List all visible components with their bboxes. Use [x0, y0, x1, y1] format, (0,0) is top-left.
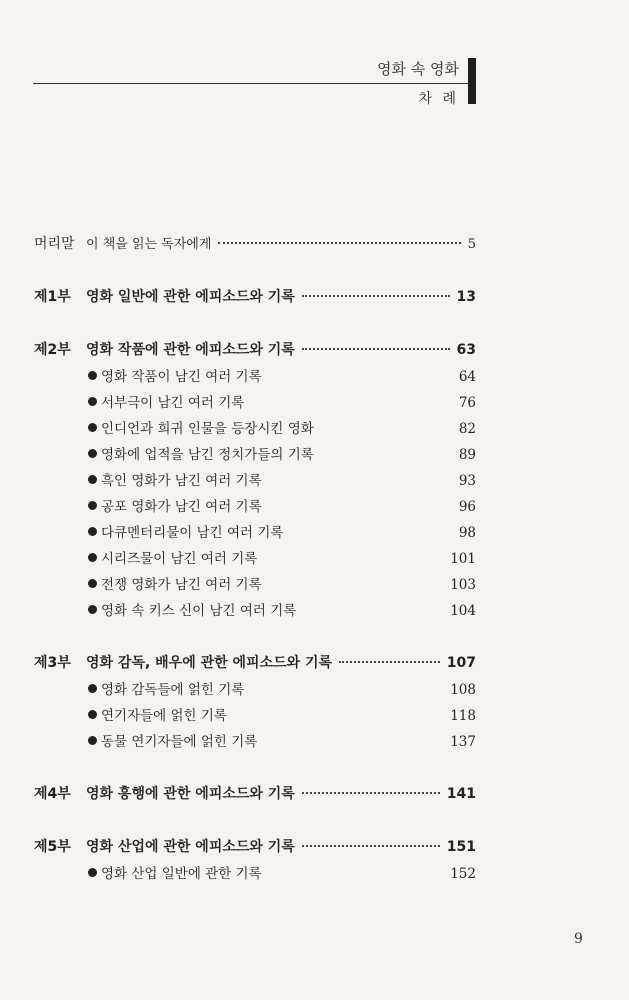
chapter-title: 영화 감독들에 얽힌 기록 [101, 682, 245, 698]
chapter-title: 연기자들에 얽힌 기록 [101, 708, 227, 724]
chapter-title: 공포 영화가 남긴 여러 기록 [101, 499, 262, 515]
chapter-title: 영화 속 키스 신이 남긴 여러 기록 [101, 603, 297, 619]
chapter-title: 동물 연기자들에 얽힌 기록 [101, 734, 258, 750]
part-entry[interactable] [34, 652, 476, 678]
dot-leader [302, 295, 450, 297]
part-page-number: 63 [456, 342, 476, 358]
dot-leader [302, 845, 440, 847]
bullet-icon [88, 684, 97, 693]
bullet-icon [88, 449, 97, 458]
chapter-title: 영화 작품이 남긴 여러 기록 [101, 369, 262, 385]
bullet-icon [88, 423, 97, 432]
bullet-icon [88, 868, 97, 877]
chapter-page-number: 108 [450, 682, 476, 698]
table-of-contents [34, 233, 476, 915]
part-page-number: 151 [446, 839, 476, 855]
chapter-title: 영화에 업적을 남긴 정치가들의 기록 [101, 447, 314, 463]
chapter-page-number: 152 [450, 866, 476, 882]
part-title[interactable]: 영화 일반에 관한 에피소드와 기록 [86, 289, 295, 305]
chapter-title: 시리즈물이 남긴 여러 기록 [101, 551, 258, 567]
chapter-page-number: 103 [450, 577, 476, 593]
part-label: 제5부 [34, 839, 71, 855]
chapter-page-number: 104 [450, 603, 476, 619]
part-label: 제1부 [34, 289, 71, 305]
chapter-page-number: 82 [458, 421, 476, 437]
chapter-entry[interactable] [34, 678, 476, 704]
chapter-title: 전쟁 영화가 남긴 여러 기록 [101, 577, 262, 593]
bullet-icon [88, 475, 97, 484]
chapter-entry[interactable] [34, 391, 476, 417]
bullet-icon [88, 397, 97, 406]
part-label: 제4부 [34, 786, 71, 802]
chapter-page-number: 98 [458, 525, 476, 541]
part-title[interactable]: 영화 작품에 관한 에피소드와 기록 [86, 342, 295, 358]
bullet-icon [88, 710, 97, 719]
chapter-title: 인디언과 희귀 인물을 등장시킨 영화 [101, 421, 314, 437]
dot-leader [302, 792, 440, 794]
bullet-icon [88, 501, 97, 510]
section-title: 차 례 [418, 91, 459, 107]
preface-title[interactable]: 이 책을 읽는 독자에게 [86, 237, 212, 252]
dot-leader [218, 242, 460, 244]
chapter-page-number: 118 [450, 708, 476, 724]
bullet-icon [88, 579, 97, 588]
dot-leader [339, 661, 440, 663]
part-label: 제2부 [34, 342, 71, 358]
part-title[interactable]: 영화 산업에 관한 에피소드와 기록 [86, 839, 295, 855]
chapter-page-number: 76 [458, 395, 476, 411]
chapter-title: 흑인 영화가 남긴 여러 기록 [101, 473, 262, 489]
chapter-title: 서부극이 남긴 여러 기록 [101, 395, 245, 411]
chapter-entry[interactable] [34, 547, 476, 573]
part-label: 제3부 [34, 655, 71, 671]
dot-leader [302, 348, 450, 350]
part-title[interactable]: 영화 흥행에 관한 에피소드와 기록 [86, 786, 295, 802]
bullet-icon [88, 371, 97, 380]
chapter-page-number: 93 [458, 473, 476, 489]
chapter-entry[interactable] [34, 862, 476, 888]
preface-label: 머리말 [34, 236, 75, 252]
chapter-entry[interactable] [34, 443, 476, 469]
preface-page: 5 [467, 237, 476, 252]
chapter-entry[interactable] [34, 521, 476, 547]
toc-part [34, 783, 476, 809]
chapter-entry[interactable] [34, 599, 476, 625]
chapter-page-number: 137 [450, 734, 476, 750]
chapter-entry[interactable] [34, 704, 476, 730]
toc-part [34, 652, 476, 756]
part-entry[interactable] [34, 286, 476, 312]
chapter-page-number: 101 [450, 551, 476, 567]
bullet-icon [88, 605, 97, 614]
part-page-number: 107 [446, 655, 476, 671]
chapter-title: 영화 산업 일반에 관한 기록 [101, 866, 262, 882]
toc-preface [34, 233, 476, 259]
toc-part [34, 286, 476, 312]
bullet-icon [88, 736, 97, 745]
part-page-number: 13 [456, 289, 476, 305]
chapter-entry[interactable] [34, 365, 476, 391]
part-entry[interactable] [34, 836, 476, 862]
chapter-page-number: 64 [458, 369, 476, 385]
toc-part [34, 836, 476, 888]
part-entry[interactable] [34, 783, 476, 809]
page-number: 9 [574, 931, 583, 947]
chapter-entry[interactable] [34, 495, 476, 521]
header-accent-bar [468, 58, 476, 104]
part-page-number: 141 [446, 786, 476, 802]
bullet-icon [88, 553, 97, 562]
book-title: 영화 속 영화 [377, 60, 459, 78]
chapter-entry[interactable] [34, 573, 476, 599]
chapter-entry[interactable] [34, 730, 476, 756]
chapter-entry[interactable] [34, 469, 476, 495]
part-entry[interactable] [34, 339, 476, 365]
chapter-page-number: 96 [458, 499, 476, 515]
part-title[interactable]: 영화 감독, 배우에 관한 에피소드와 기록 [86, 655, 333, 671]
toc-part [34, 339, 476, 625]
header-rule [33, 83, 468, 84]
bullet-icon [88, 527, 97, 536]
chapter-title: 다큐멘터리물이 남긴 여러 기록 [101, 525, 284, 541]
chapter-page-number: 89 [458, 447, 476, 463]
chapter-entry[interactable] [34, 417, 476, 443]
